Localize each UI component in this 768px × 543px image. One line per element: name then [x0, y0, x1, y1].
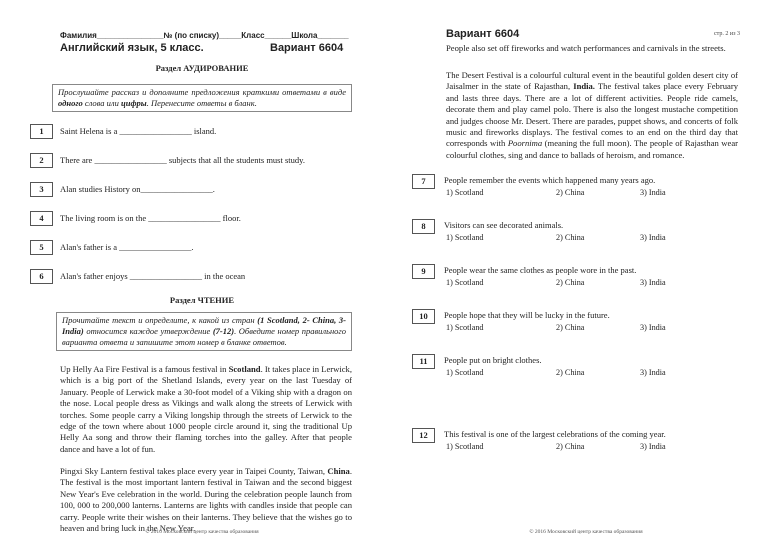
country: China	[327, 466, 350, 476]
fireworks-paragraph: People also set off fireworks and watch performances and carnivals in the streets.	[446, 43, 726, 53]
listening-section-title: Раздел АУДИРОВАНИЕ	[155, 63, 249, 73]
instr-bold: (1 Scotland, 2- China, 3-India)	[62, 315, 346, 336]
question-number-box: 2	[30, 153, 53, 168]
text: . It takes place in Lerwick, which is a big port of the Shetland Islands, every year on the last Tuesday of January. People of Lerwick make a 30-foot model of a Viking ship with a dragon on the nose. Local people dress as Vikings and walk along the streets of Lerwick with torches. Some people carry a Viking longship through the streets of Lerwick to the edge of the town where about 1000 people circle around it, sing the traditional Up Helly Aa song and throw their flaming torches into the galley. After that people dance and have a lot of fun.	[60, 364, 352, 454]
instr-bold: одного	[58, 98, 83, 108]
question-text: There are _________________ subjects that all the students must study.	[60, 155, 305, 165]
term: Poornima	[507, 138, 543, 149]
page-number: стр. 2 из 3	[714, 31, 740, 37]
answer-option[interactable]: 2) China	[556, 442, 585, 451]
question-number-box: 3	[30, 182, 53, 197]
question-text: People put on bright clothes.	[444, 355, 542, 365]
question-number-box: 8	[412, 219, 435, 234]
question-text: Alan's father enjoys _________________ in the ocean	[60, 271, 246, 281]
instr-bold: (7-12)	[212, 326, 235, 336]
question-text: People wear the same clothes as people wore in the past.	[444, 265, 637, 275]
student-info-line: Фамилия_______________№ (по списку)_____Класс______Школа_______	[60, 31, 349, 40]
listening-instructions	[52, 84, 352, 112]
answer-option[interactable]: 2) China	[556, 368, 585, 377]
question-number-box: 10	[412, 309, 435, 324]
answer-option[interactable]: 1) Scotland	[446, 323, 484, 332]
question-text: The living room is on the _________________ floor.	[60, 213, 241, 223]
instr-text: . Обведите номер правильного варианта ответа и запишите этот номер в бланке ответов.	[62, 326, 346, 347]
instr-text: Прослушайте рассказ и дополните предложения краткими ответами в виде	[58, 87, 346, 97]
text: . The festival is the most important lantern festival in Taiwan and the second biggest New Year's Eve celebration in the world. During the celebration people launch from 100, 000 to 200,000 lanterns. Lanterns are lights with candles inside that people can carry. People write their wishes on their lanterns. They believe that the wishes go to heaven and bring luck in the New Year.	[60, 466, 352, 534]
answer-option[interactable]: 1) Scotland	[446, 278, 484, 287]
variant-title: Вариант 6604	[270, 42, 344, 54]
footer: © 2016 Московский центр качества образования	[529, 529, 643, 535]
footer: © 2016 Московский центр качества образования	[145, 529, 259, 535]
subject-title: Английский язык, 5 класс.	[60, 42, 204, 54]
variant-title: Вариант 6604	[446, 28, 520, 40]
instr-text: Прочитайте текст и определите, к какой из стран	[62, 315, 258, 325]
question-number-box: 7	[412, 174, 435, 189]
answer-option[interactable]: 1) Scotland	[446, 233, 484, 242]
question-number-box: 11	[412, 354, 435, 369]
answer-option[interactable]: 2) China	[556, 188, 585, 197]
scotland-paragraph	[60, 364, 352, 455]
text: The Desert Festival is a colourful cultural event in the beautiful golden desert city of Jaisalmer in the state of Rajasthan,	[446, 70, 738, 92]
question-number-box: 1	[30, 124, 53, 139]
instr-text: . Перенесите ответы в бланк.	[146, 98, 257, 108]
answer-option[interactable]: 1) Scotland	[446, 368, 484, 377]
answer-option[interactable]: 2) China	[556, 323, 585, 332]
answer-option[interactable]: 2) China	[556, 233, 585, 242]
reading-section-title: Раздел ЧТЕНИЕ	[169, 295, 235, 305]
instr-bold: цифры	[121, 98, 147, 108]
question-text: Alan studies History on_________________.	[60, 184, 215, 194]
answer-option[interactable]: 1) Scotland	[446, 188, 484, 197]
text: Pingxi Sky Lantern festival takes place every year in Taipei County, Taiwan,	[60, 466, 328, 476]
india-paragraph	[446, 70, 738, 161]
question-text: Visitors can see decorated animals.	[444, 220, 564, 230]
question-text: This festival is one of the largest celebrations of the coming year.	[444, 429, 666, 439]
answer-option[interactable]: 2) China	[556, 278, 585, 287]
answer-option[interactable]: 1) Scotland	[446, 442, 484, 451]
answer-option[interactable]: 3) India	[640, 368, 666, 377]
text: (meaning the full moon). The people of Rajasthan wear colourful clothes, sing and dance to ballads of heroism, and romance.	[446, 138, 738, 160]
answer-option[interactable]: 3) India	[640, 442, 666, 451]
country: India.	[573, 81, 595, 92]
text: The festival takes place every February and lasts three days. There are a lot of different activities. People ride camels, decorate them and play camel polo. There is also the longest mustache competition and judges choose Mr. Desert. There are parades, puppet shows, and concerts of folk music and fireworks displays. The festival comes to an end on the third day that corresponds with	[446, 81, 738, 149]
question-number-box: 9	[412, 264, 435, 279]
question-number-box: 12	[412, 428, 435, 443]
question-text: People hope that they will be lucky in the future.	[444, 310, 610, 320]
china-paragraph	[60, 466, 352, 534]
answer-option[interactable]: 3) India	[640, 233, 666, 242]
question-number-box: 5	[30, 240, 53, 255]
question-number-box: 6	[30, 269, 53, 284]
page-right	[384, 0, 768, 543]
answer-option[interactable]: 3) India	[640, 323, 666, 332]
instr-text: слова или	[82, 98, 122, 108]
instr-text: относится каждое утверждение	[83, 326, 213, 336]
question-text: Alan's father is a _________________.	[60, 242, 194, 252]
country: Scotland	[228, 364, 261, 374]
answer-option[interactable]: 3) India	[640, 278, 666, 287]
question-number-box: 4	[30, 211, 53, 226]
text: Up Helly Aa Fire Festival is a famous festival in	[60, 364, 229, 374]
question-text: Saint Helena is a _________________ island.	[60, 126, 217, 136]
reading-instructions	[56, 312, 352, 351]
question-text: People remember the events which happened many years ago.	[444, 175, 656, 185]
answer-option[interactable]: 3) India	[640, 188, 666, 197]
